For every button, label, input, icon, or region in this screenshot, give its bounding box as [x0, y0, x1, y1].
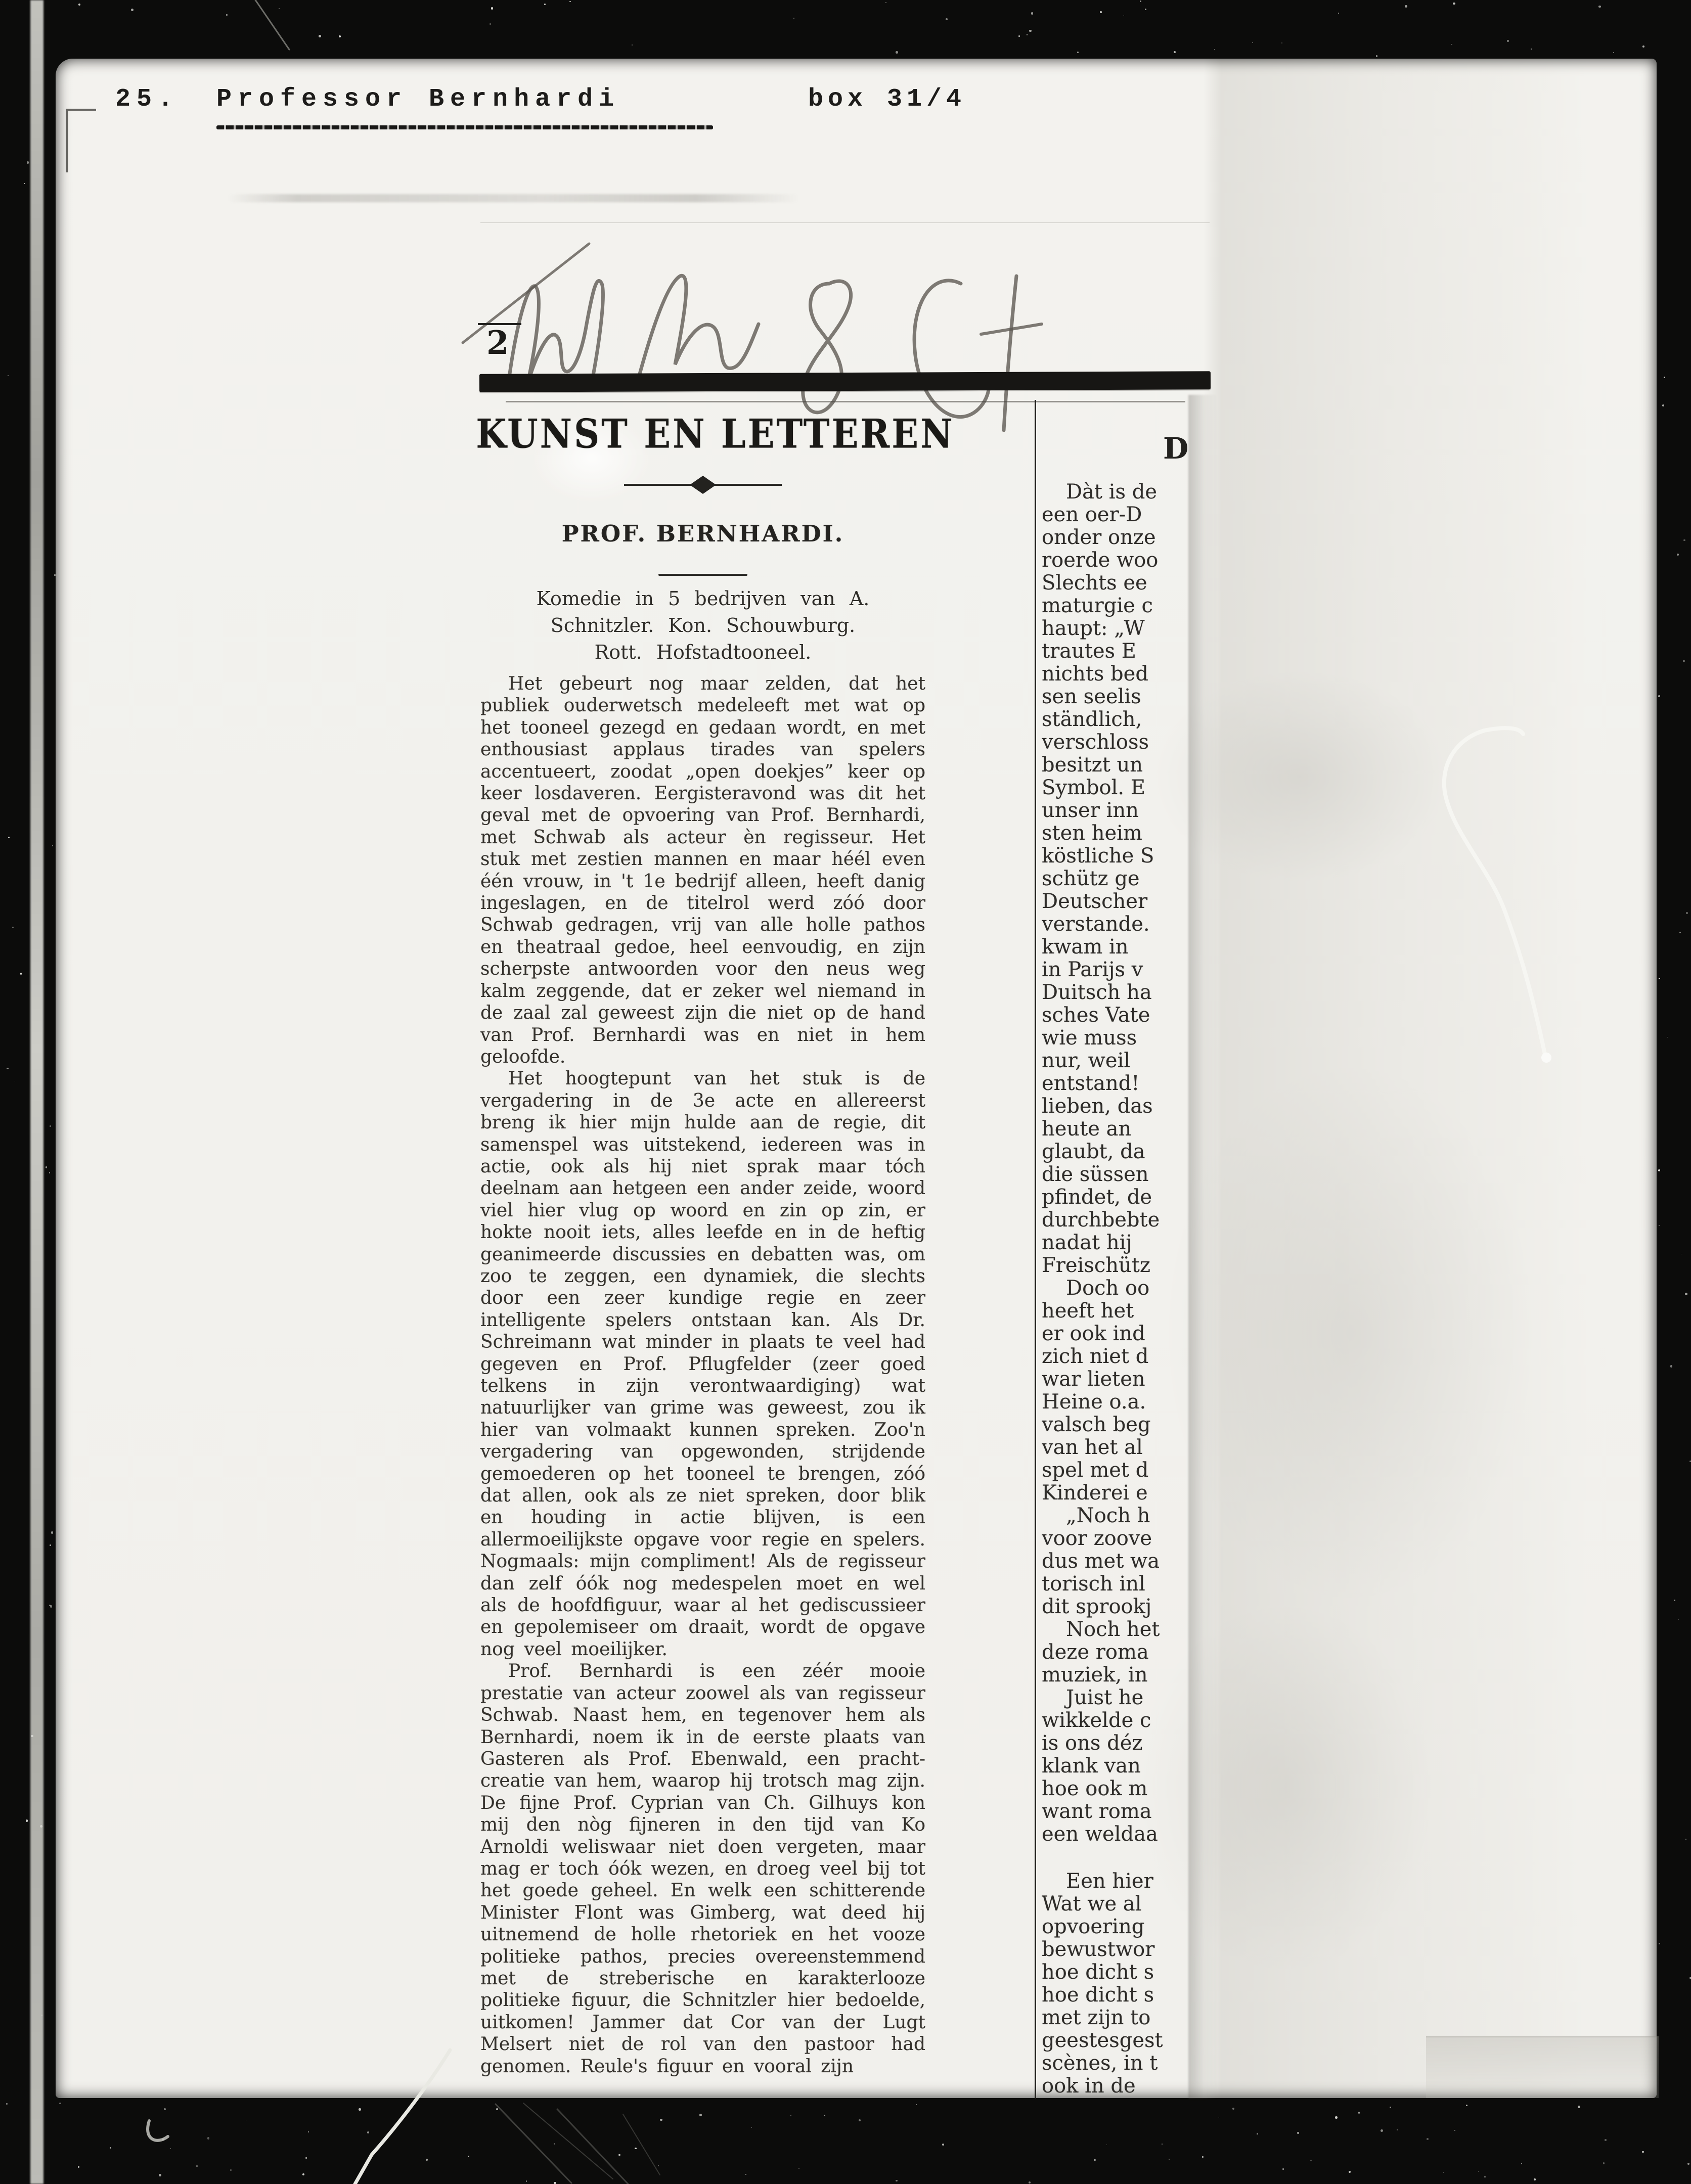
dust-speck — [1658, 1169, 1660, 1171]
dust-speck — [8, 837, 10, 838]
dust-speck — [54, 574, 56, 576]
dust-speck — [1349, 2171, 1351, 2173]
right-column-line: Kinderei e — [1042, 1482, 1148, 1505]
dust-speck — [50, 1125, 51, 1127]
dust-speck — [790, 2115, 791, 2116]
section-title: KUNST EN LETTEREN — [476, 411, 955, 458]
dust-speck — [1252, 42, 1253, 43]
dust-speck — [554, 2182, 556, 2184]
clipping-fold-shadow — [1188, 395, 1218, 2099]
dust-speck — [1257, 2133, 1258, 2134]
right-column-lines — [1042, 481, 1191, 2098]
dust-speck — [1282, 2168, 1284, 2170]
dust-speck — [1679, 932, 1681, 933]
article-body — [480, 673, 925, 2077]
dust-speck — [859, 2119, 861, 2121]
dust-speck — [490, 23, 491, 25]
right-column-line: Heine o.a. — [1042, 1391, 1146, 1414]
right-column-line: verschloss — [1042, 731, 1149, 754]
dust-speck — [1029, 2181, 1031, 2184]
body-paragraph: Prof. Bernhardi is een zéér mooie prestatie van acteur zoowel als van regisseur Schwab. Naast hem, en tegenover hem als Bernhardi, noem ik in de eerste plaats van Gasteren als Prof. Ebenwald, een pracht-creatie van hem, waarop hij trotsch mag zijn. De fijne Prof. Cyprian van Ch. Gilhuys kon mij den nòg fijneren in den tijd van Ko Arnoldi weliswaar niet doen vergeten, maar mag er toch óók wezen, en droeg veel bij tot het goede geheel. En welk een schitterende Minister Flont was Gimberg, wat deed hij uitnemend de holle rhetoriek en het vooze politieke pathos, precies overeenstemmend met de streberische en karakterlooze politieke figuur, die Schnitzler hier bedoelde, uitkomen! Jammer dat Cor van der Lugt Melsert niet de rol van den pastoor had genomen. Reule's figuur en vooral zijn — [480, 1661, 925, 2077]
dust-speck — [110, 2147, 111, 2149]
dust-speck — [1390, 2107, 1391, 2108]
dust-speck — [78, 4, 80, 6]
right-column-line: spel met d — [1042, 1459, 1149, 1482]
right-column-line: hoe dicht s — [1042, 1984, 1154, 2007]
right-column-line: Juist he — [1066, 1687, 1144, 1709]
dust-speck — [162, 2138, 164, 2141]
subtitle-line: Komedie in 5 bedrijven van A. — [536, 587, 870, 610]
dust-speck — [8, 375, 9, 376]
dust-speck — [569, 1, 571, 3]
right-column-line: in Parijs v — [1042, 959, 1143, 981]
right-column-line: hoe ook m — [1042, 1778, 1148, 1800]
dust-speck — [226, 14, 228, 16]
dust-speck — [207, 2137, 210, 2140]
newspaper-page-number: 2 — [486, 324, 509, 362]
right-column-line: bewustwor — [1042, 1938, 1155, 1961]
right-column-line: klank van — [1042, 1755, 1141, 1778]
right-column-line: Dàt is de — [1066, 481, 1158, 504]
dust-speck — [246, 2120, 247, 2121]
dust-speck — [46, 1166, 47, 1168]
right-column-line: Symbol. E — [1042, 777, 1146, 799]
box-label: box 31/4 — [808, 85, 966, 114]
dust-speck — [1077, 52, 1079, 53]
right-column-line: wie muss — [1042, 1027, 1137, 1050]
dust-speck — [468, 2156, 469, 2157]
dust-speck — [359, 2108, 361, 2111]
right-column-line: entstand! — [1042, 1072, 1140, 1095]
dust-speck — [1521, 2163, 1522, 2164]
dust-speck — [1427, 2138, 1429, 2140]
dust-speck — [1140, 1, 1141, 2]
dust-speck — [1232, 2108, 1234, 2110]
right-column-line: deze roma — [1042, 1641, 1149, 1664]
dust-speck — [1454, 2130, 1455, 2131]
right-column-line: zich niet d — [1042, 1345, 1149, 1368]
dust-speck — [20, 973, 22, 974]
dust-speck — [1443, 2172, 1444, 2173]
dust-speck — [1031, 12, 1034, 15]
right-column-line: ständlich, — [1042, 708, 1142, 731]
dust-speck — [196, 2165, 198, 2167]
dust-speck — [660, 2119, 662, 2121]
dust-speck — [1405, 5, 1407, 8]
dust-speck — [885, 2, 887, 4]
right-column-line: Noch het — [1066, 1618, 1160, 1641]
right-column-line: Wat we al — [1042, 1893, 1142, 1916]
right-column-line: sen seelis — [1042, 686, 1141, 708]
dust-speck — [1685, 1293, 1687, 1295]
right-column-line: köstliche S — [1042, 845, 1154, 868]
right-column-line: maturgie c — [1042, 595, 1153, 617]
dust-speck — [1613, 52, 1614, 53]
item-title: Professor Bernhardi — [216, 85, 620, 114]
dust-speck — [1174, 51, 1176, 53]
right-column-line: durchbebte — [1042, 1209, 1160, 1232]
dust-speck — [896, 2180, 898, 2182]
dust-speck — [49, 1172, 50, 1173]
dust-speck — [1507, 40, 1509, 42]
right-column-line: war lieten — [1042, 1368, 1145, 1391]
right-column-line: een weldaa — [1042, 1823, 1158, 1846]
right-column-line: wikkelde c — [1042, 1709, 1151, 1732]
dust-speck — [1466, 2105, 1467, 2106]
dust-speck — [319, 35, 321, 37]
dust-speck — [824, 2115, 825, 2116]
right-column-line: ook in de — [1042, 2075, 1136, 2098]
dust-speck — [1478, 2171, 1479, 2172]
right-column-line: hoe dicht s — [1042, 1961, 1154, 1984]
dust-speck — [635, 2148, 637, 2150]
dust-speck — [1335, 2116, 1338, 2119]
dust-speck — [1124, 15, 1125, 16]
dust-speck — [1598, 6, 1600, 8]
right-column-line: Doch oo — [1066, 1277, 1150, 1300]
dust-speck — [946, 18, 948, 20]
dust-speck — [1358, 2112, 1360, 2113]
newspaper-clipping — [476, 222, 1210, 2099]
right-column-line: nur, weil — [1042, 1050, 1131, 1072]
dust-speck — [554, 2143, 556, 2145]
dust-speck — [1338, 13, 1339, 14]
dust-speck — [1642, 46, 1644, 48]
spine-light-streak — [30, 0, 43, 2184]
dust-speck — [1683, 539, 1685, 541]
right-column-line: van het al — [1042, 1436, 1143, 1459]
dust-speck — [59, 2103, 61, 2104]
dust-speck — [339, 35, 341, 37]
dust-speck — [1162, 2144, 1163, 2145]
diamond-ornament — [622, 474, 784, 496]
right-column-line: haupt: „W — [1042, 617, 1145, 640]
right-column-line: is ons déz — [1042, 1732, 1143, 1755]
dust-speck — [491, 7, 494, 10]
right-column-line: roerde woo — [1042, 549, 1159, 572]
body-paragraph: Het gebeurt nog maar zelden, dat het publiek ouderwetsch medeleeft met wat op het tooneel gezegd en gedaan wordt, en met enthousiast applaus tirades van spelers accentueert, zoodat „open doekjes” keer op keer losdaveren. Eergisteravond was dit het geval met de opvoering van Prof. Bernhardi, met Schwab als acteur èn regisseur. Het stuk met zestien mannen en maar héél even één vrouw, in 't 1e bedrijf alleen, heeft danig ingeslagen, en de titelrol werd zóó door Schwab gedragen, vrij van alle holle pathos en theatraal gedoe, heel eenvoudig, en zijn scherpste antwoorden voor den neus weg kalm zeggende, dat er zeker wel niemand in de zaal zal geweest zijn die niet op de hand van Prof. Bernhardi was en niet in hem geloofde. — [480, 673, 925, 1067]
dust-speck — [1659, 978, 1660, 979]
dust-speck — [1094, 2159, 1095, 2161]
dust-speck — [1376, 55, 1377, 57]
dust-speck — [1659, 1943, 1660, 1944]
dust-speck — [1202, 2156, 1204, 2158]
dust-speck — [1578, 2106, 1580, 2108]
right-column-line: want roma — [1042, 1800, 1152, 1823]
dust-speck — [526, 2180, 527, 2182]
article-title: PROF. BERNHARDI. — [561, 520, 844, 547]
dust-speck — [942, 2144, 944, 2146]
typed-underline — [216, 125, 713, 129]
right-column-line: onder onze — [1042, 526, 1156, 549]
backing-sheet-edge — [1426, 2036, 1659, 2098]
dust-speck — [793, 18, 794, 19]
dust-speck — [699, 2114, 702, 2116]
dust-speck — [302, 2173, 304, 2175]
dust-speck — [426, 2159, 428, 2161]
article-title-rule — [658, 574, 747, 576]
right-column-line: Duitsch ha — [1042, 981, 1152, 1004]
dust-speck — [367, 2131, 369, 2133]
dust-speck — [51, 1531, 53, 1533]
dust-speck — [170, 2148, 171, 2149]
dust-speck — [896, 51, 898, 54]
dust-speck — [7, 1068, 9, 1070]
right-column-line: met zijn to — [1042, 2007, 1151, 2029]
right-column-line: nichts bed — [1042, 663, 1148, 686]
right-column-line: opvoering — [1042, 1916, 1145, 1938]
right-column-line: sches Vate — [1042, 1004, 1150, 1027]
right-column-line: sten heim — [1042, 822, 1142, 845]
dust-speck — [1531, 49, 1532, 50]
right-column-line: heute an — [1042, 1118, 1132, 1141]
heavy-rule — [479, 371, 1211, 392]
right-column-line: torisch inl — [1042, 1573, 1145, 1596]
dust-speck — [308, 2131, 309, 2132]
dust-speck — [1677, 554, 1679, 556]
right-column-line: scènes, in t — [1042, 2052, 1158, 2075]
dust-speck — [1397, 2129, 1398, 2131]
dust-speck — [1029, 30, 1032, 32]
dust-speck — [159, 2174, 161, 2176]
right-column-line: unser inn — [1042, 799, 1139, 822]
dust-speck — [78, 2166, 80, 2168]
right-column-line: Freischütz — [1042, 1254, 1150, 1277]
right-column-line: een oer-D — [1042, 504, 1142, 526]
dust-speck — [1297, 2132, 1299, 2134]
right-column-line: valsch beg — [1042, 1414, 1151, 1436]
subtitle-line: Rott. Hofstadtooneel. — [594, 641, 812, 663]
dust-speck — [1678, 1619, 1679, 1620]
dust-speck — [916, 2104, 917, 2106]
dust-speck — [1685, 1839, 1686, 1840]
dust-speck — [798, 2168, 799, 2169]
right-column-line: besitzt un — [1042, 754, 1143, 777]
dust-speck — [632, 44, 633, 46]
dust-speck — [50, 1605, 52, 1607]
dust-speck — [544, 4, 546, 5]
dust-speck — [1534, 2178, 1536, 2180]
right-column-line: nadat hij — [1042, 1232, 1132, 1254]
dust-speck — [1674, 1600, 1676, 1601]
dust-speck — [1603, 2162, 1605, 2164]
dust-speck — [1683, 660, 1684, 662]
subtitle-block — [480, 585, 925, 666]
right-column-line: dus met wa — [1042, 1550, 1160, 1573]
right-column-headline-fragment: D — [1163, 431, 1189, 466]
dust-speck — [1670, 1365, 1673, 1368]
right-column-line: muziek, in — [1042, 1664, 1148, 1687]
dust-speck — [1018, 35, 1020, 37]
dust-speck — [1027, 34, 1028, 35]
right-column-line: kwam in — [1042, 936, 1129, 959]
dust-speck — [27, 161, 29, 163]
dust-speck — [131, 9, 134, 11]
right-column-line: Deutscher — [1042, 890, 1148, 913]
dust-speck — [52, 845, 53, 846]
dust-speck — [26, 1819, 28, 1822]
right-column-line: die süssen — [1042, 1163, 1149, 1186]
dust-speck — [1453, 3, 1455, 5]
right-column-line: lieben, das — [1042, 1095, 1153, 1118]
right-column-line: er ook ind — [1042, 1323, 1145, 1345]
dust-speck — [1605, 2139, 1606, 2141]
dust-speck — [24, 183, 25, 184]
dust-speck — [1214, 49, 1215, 50]
dust-speck — [1281, 42, 1283, 44]
right-column-line: pfindet, de — [1042, 1186, 1152, 1209]
dust-speck — [618, 2154, 620, 2156]
gray-smudge — [228, 194, 799, 202]
dust-speck — [12, 927, 14, 928]
item-number: 25. — [115, 85, 180, 114]
dust-speck — [279, 8, 280, 10]
body-paragraph: Het hoogtepunt van het stuk is de vergadering in de 3e acte en allereerst breng ik hier mijn hulde aan de regie, dit samenspel was uitstekend, iedereen was in actie, ook als hij niet sprak maar tóch deelnam aan hetgeen een ander zeide, woord viel hier vlug op woord en zin op zin, er hokte nooit iets, alles leefde en in de heftig geanimeerde discussies en debatten was, om zoo te zeggen, een dynamiek, die slechts door een zeer kundige regie en zeer intelligente spelers ontstaan kan. Als Dr. Schreimann wat minder in plaats te veel had gegeven en Prof. Pflugfelder (zeer goed telkens in zijn verontwaardiging) wat natuurlijker van grime was geweest, zou ik hier van volmaakt kunnen spreken. Zoo'n vergadering van opgewonden, strijdende gemoederen op het tooneel te brengen, zóó dat allen, ook als ze niet spreken, door blik en houding in actie blijven, is een allermoeilijkste opgave voor regie en spelers. Nogmaals: mijn compliment! Als de regisseur dan zelf óók nog medespelen moet en wel als de hoofdfiguur, waar al het gediscussieer en gepolemiseer om draait, wordt de opgave nog veel moeilijker. — [480, 1068, 925, 1660]
dust-speck — [1280, 2161, 1281, 2162]
right-column-line: schütz ge — [1042, 868, 1140, 890]
right-column-line: glaubt, da — [1042, 1141, 1145, 1163]
dust-speck — [1658, 695, 1660, 697]
dust-speck — [50, 1544, 51, 1546]
archive-page — [56, 59, 1657, 2098]
right-column-line: dit sprookj — [1042, 1596, 1152, 1618]
right-column-line: „Noch h — [1066, 1505, 1150, 1527]
dust-speck — [230, 2169, 232, 2171]
dust-speck — [6, 2103, 8, 2105]
dust-speck — [1642, 2151, 1644, 2153]
right-column-line: verstande. — [1042, 913, 1150, 936]
column-divider — [1035, 400, 1036, 2099]
dust-speck — [1687, 2163, 1689, 2165]
dust-speck — [1100, 11, 1101, 13]
dust-speck — [1484, 2176, 1485, 2177]
dust-speck — [1659, 1225, 1660, 1226]
dust-speck — [1686, 912, 1688, 914]
dust-speck — [496, 2108, 498, 2110]
dust-speck — [1310, 2160, 1311, 2161]
right-column-line: Een hier — [1066, 1870, 1153, 1893]
dust-speck — [164, 2108, 166, 2110]
right-column-line: heeft het — [1042, 1300, 1134, 1323]
subtitle-line: Schnitzler. Kon. Schouwburg. — [550, 614, 856, 636]
dust-speck — [1664, 377, 1665, 378]
right-column-line: geestesgest — [1042, 2029, 1163, 2052]
pencil-corner-mark — [66, 109, 96, 172]
right-column-line: Slechts ee — [1042, 572, 1147, 595]
dust-speck — [1662, 404, 1664, 406]
right-column-line: trautes E — [1042, 640, 1136, 663]
dust-speck — [1381, 2129, 1383, 2132]
dust-speck — [305, 2157, 307, 2159]
right-column-line: voor zoove — [1042, 1527, 1152, 1550]
dust-speck — [658, 2165, 659, 2166]
right-column — [1042, 400, 1191, 2099]
dust-speck — [1145, 9, 1146, 10]
